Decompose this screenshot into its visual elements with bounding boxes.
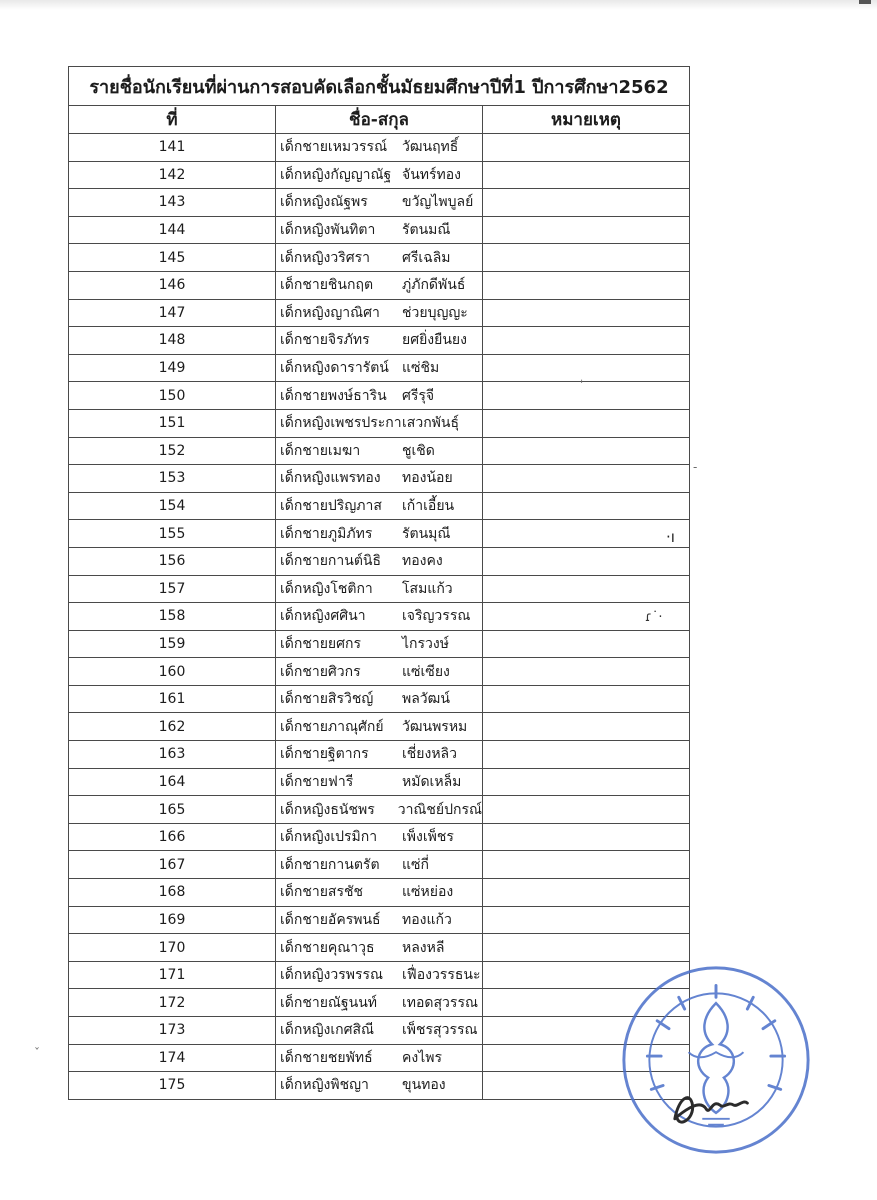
- row-number: 174: [69, 1044, 276, 1072]
- student-first-name: เด็กหญิงพันทิตา: [280, 222, 376, 239]
- student-last-name: ศรีเฉลิม: [402, 249, 451, 266]
- student-last-name: ทองน้อย: [402, 470, 453, 487]
- row-remark: [483, 713, 690, 741]
- column-header-no: ที่: [69, 106, 276, 134]
- student-first-name: เด็กชายจิรภัทร: [280, 332, 370, 349]
- table-row: [69, 713, 690, 741]
- scan-top-shade: [0, 0, 877, 10]
- row-remark: [483, 934, 690, 962]
- student-name: [276, 189, 483, 217]
- student-first-name: เด็กชายกานตรัต: [280, 856, 380, 873]
- student-name: [276, 271, 483, 299]
- column-header-name: ชื่อ-สกุล: [276, 106, 483, 134]
- student-first-name: เด็กชายปริญภาส: [280, 498, 382, 515]
- student-first-name: เด็กชายยศกร: [280, 635, 362, 652]
- student-first-name: เด็กชายเหมวรรณ์: [280, 139, 388, 156]
- student-roster-table: [68, 66, 690, 1100]
- seal-inner-ring: [649, 993, 782, 1126]
- student-first-name: เด็กหญิงธนัชพร: [280, 801, 375, 818]
- student-last-name: เทอดสุวรรณ: [402, 994, 478, 1011]
- student-first-name: เด็กชายอัครพนธ์: [280, 911, 381, 928]
- row-number: 170: [69, 934, 276, 962]
- student-first-name: เด็กหญิงญาณิศา: [280, 304, 380, 321]
- student-last-name: ชูเชิด: [402, 442, 435, 459]
- scan-speck: ˈ: [580, 378, 584, 392]
- table-row: [69, 575, 690, 603]
- student-first-name: เด็กชายเมฆา: [280, 442, 361, 459]
- seal-border-lettering: [647, 986, 784, 1090]
- student-last-name: ขุนทอง: [402, 1077, 446, 1094]
- student-name: [276, 906, 483, 934]
- table-row: [69, 1044, 690, 1072]
- row-number: 153: [69, 465, 276, 493]
- row-remark: [483, 189, 690, 217]
- table-row: [69, 1072, 690, 1100]
- student-name: [276, 492, 483, 520]
- row-number: 144: [69, 216, 276, 244]
- student-last-name: รัตนมณี: [402, 222, 451, 239]
- student-last-name: วัฒนฤทธิ์: [402, 139, 459, 156]
- student-name: [276, 823, 483, 851]
- table-row: [69, 1017, 690, 1045]
- row-number: 173: [69, 1017, 276, 1045]
- student-last-name: โสมแก้ว: [402, 580, 453, 597]
- student-name: [276, 768, 483, 796]
- table-row: [69, 161, 690, 189]
- student-last-name: ศรีรุจี: [402, 387, 435, 404]
- row-remark: [483, 685, 690, 713]
- student-name: [276, 658, 483, 686]
- table-row: [69, 134, 690, 162]
- student-first-name: เด็กชายศิวกร: [280, 663, 361, 680]
- table-row: [69, 244, 690, 272]
- row-number: 142: [69, 161, 276, 189]
- student-last-name: จันทร์ทอง: [402, 166, 461, 183]
- student-name: [276, 879, 483, 907]
- student-name: [276, 299, 483, 327]
- student-name: [276, 327, 483, 355]
- student-last-name: หลงหลี: [402, 939, 445, 956]
- row-remark: [483, 851, 690, 879]
- column-header-row: [69, 106, 690, 134]
- row-number: 171: [69, 961, 276, 989]
- student-name: [276, 244, 483, 272]
- row-remark: [483, 520, 690, 548]
- student-name: [276, 409, 483, 437]
- column-header-remark: หมายเหตุ: [483, 106, 690, 134]
- table-row: [69, 189, 690, 217]
- student-last-name: ทองคง: [402, 553, 443, 570]
- student-first-name: เด็กหญิงณัฐพร: [280, 194, 368, 211]
- row-remark: [483, 382, 690, 410]
- table-row: [69, 382, 690, 410]
- scan-ink-mark: ɾ˙·: [645, 610, 663, 625]
- student-first-name: เด็กหญิงดารารัตน์: [280, 360, 389, 377]
- row-remark: [483, 741, 690, 769]
- row-number: 152: [69, 437, 276, 465]
- student-last-name: ไกรวงษ์: [402, 635, 449, 652]
- student-first-name: เด็กหญิงวรพรรณ: [280, 967, 383, 984]
- row-remark: [483, 354, 690, 382]
- student-last-name: ช่วยบุญญะ: [402, 304, 468, 321]
- row-number: 148: [69, 327, 276, 355]
- student-first-name: เด็กชายสิรวิชญ์: [280, 691, 374, 708]
- table-row: [69, 851, 690, 879]
- table-row: [69, 796, 690, 824]
- student-last-name: เจริญวรรณ: [402, 608, 471, 625]
- row-remark: [483, 906, 690, 934]
- table-row: [69, 823, 690, 851]
- student-last-name: เพ็งเพ็ชร: [402, 829, 454, 846]
- student-name: [276, 216, 483, 244]
- row-remark: [483, 134, 690, 162]
- student-name: [276, 437, 483, 465]
- student-first-name: เด็กชายพงษ์ธาริน: [280, 387, 387, 404]
- row-remark: [483, 244, 690, 272]
- student-first-name: เด็กหญิงโชติกา: [280, 580, 373, 597]
- student-last-name: แซ่ชิม: [402, 360, 440, 377]
- student-name: [276, 1017, 483, 1045]
- table-row: [69, 520, 690, 548]
- table-row: [69, 299, 690, 327]
- student-first-name: เด็กหญิงเปรมิกา: [280, 829, 378, 846]
- student-name: [276, 961, 483, 989]
- table-row: [69, 465, 690, 493]
- student-first-name: เด็กหญิงศศินา: [280, 608, 366, 625]
- row-remark: [483, 547, 690, 575]
- student-name: [276, 934, 483, 962]
- student-name: [276, 685, 483, 713]
- row-remark: [483, 437, 690, 465]
- student-last-name: พลวัฒน์: [402, 691, 450, 708]
- row-number: 172: [69, 989, 276, 1017]
- row-remark: [483, 796, 690, 824]
- row-remark: [483, 327, 690, 355]
- student-first-name: เด็กชายชินกฤต: [280, 277, 374, 294]
- row-number: 158: [69, 603, 276, 631]
- student-last-name: ทองแก้ว: [402, 911, 452, 928]
- table-row: [69, 354, 690, 382]
- table-row: [69, 741, 690, 769]
- row-remark: [483, 658, 690, 686]
- student-name: [276, 520, 483, 548]
- row-number: 162: [69, 713, 276, 741]
- table-row: [69, 685, 690, 713]
- row-number: 164: [69, 768, 276, 796]
- student-name: [276, 630, 483, 658]
- table-row: [69, 603, 690, 631]
- official-seal: [618, 962, 814, 1158]
- row-remark: [483, 823, 690, 851]
- student-name: [276, 796, 483, 824]
- student-name: [276, 851, 483, 879]
- table-row: [69, 906, 690, 934]
- student-name: [276, 465, 483, 493]
- student-name: [276, 741, 483, 769]
- table-row: [69, 409, 690, 437]
- student-name: [276, 1044, 483, 1072]
- table-row: [69, 961, 690, 989]
- table-row: [69, 327, 690, 355]
- row-remark: [483, 768, 690, 796]
- student-first-name: เด็กชายณัฐนนท์: [280, 994, 378, 1011]
- student-last-name: คงไพร: [402, 1049, 442, 1066]
- student-first-name: เด็กชายคุณาวุธ: [280, 939, 375, 956]
- row-number: 151: [69, 409, 276, 437]
- table-row: [69, 934, 690, 962]
- student-name: [276, 1072, 483, 1100]
- student-first-name: เด็กชายชยพัทธ์: [280, 1049, 373, 1066]
- student-last-name: เสวกพันธุ์: [402, 415, 460, 432]
- row-number: 167: [69, 851, 276, 879]
- student-first-name: เด็กชายสรชัช: [280, 884, 363, 901]
- student-last-name: แซ่เซียง: [402, 663, 450, 680]
- table-row: [69, 768, 690, 796]
- student-name: [276, 713, 483, 741]
- document-title: รายชื่อนักเรียนที่ผ่านการสอบคัดเลือกชั้นมัธยมศึกษาปีที่1 ปีการศึกษา2562: [69, 67, 690, 106]
- student-last-name: หมัดเหล็ม: [402, 773, 462, 790]
- row-number: 160: [69, 658, 276, 686]
- student-first-name: เด็กชายฟารี: [280, 773, 354, 790]
- row-remark: [483, 409, 690, 437]
- student-last-name: วาณิชย์ปกรณ์: [397, 801, 482, 818]
- table-row: [69, 630, 690, 658]
- student-name: [276, 603, 483, 631]
- student-first-name: เด็กชายภาณุศักย์: [280, 718, 384, 735]
- student-last-name: แซ่กี่: [402, 856, 430, 873]
- row-number: 154: [69, 492, 276, 520]
- student-name: [276, 989, 483, 1017]
- student-name: [276, 161, 483, 189]
- row-number: 147: [69, 299, 276, 327]
- table-row: [69, 437, 690, 465]
- table-row: [69, 879, 690, 907]
- student-first-name: เด็กหญิงแพรทอง: [280, 470, 381, 487]
- student-last-name: เฟื่องวรรธนะ: [402, 967, 481, 984]
- student-last-name: ขวัญไพบูลย์: [402, 194, 474, 211]
- student-first-name: เด็กชายฐิตากร: [280, 746, 369, 763]
- student-first-name: เด็กหญิงวริศรา: [280, 249, 370, 266]
- scan-speck: ˇ: [34, 1046, 40, 1060]
- student-name: [276, 134, 483, 162]
- row-number: 157: [69, 575, 276, 603]
- row-number: 159: [69, 630, 276, 658]
- table-row: [69, 989, 690, 1017]
- table-row: [69, 216, 690, 244]
- row-number: 146: [69, 271, 276, 299]
- row-remark: [483, 216, 690, 244]
- row-remark: [483, 492, 690, 520]
- row-number: 161: [69, 685, 276, 713]
- student-last-name: ยศยิ่งยืนยง: [402, 332, 467, 349]
- student-first-name: เด็กหญิงเกศสิณี: [280, 1022, 375, 1039]
- table-row: [69, 492, 690, 520]
- student-name: [276, 354, 483, 382]
- student-name: [276, 382, 483, 410]
- row-number: 141: [69, 134, 276, 162]
- row-number: 166: [69, 823, 276, 851]
- student-last-name: ภู่ภักดีพันธ์: [402, 277, 466, 294]
- row-remark: [483, 630, 690, 658]
- row-number: 145: [69, 244, 276, 272]
- row-number: 175: [69, 1072, 276, 1100]
- student-last-name: วัฒนพรหม: [402, 718, 468, 735]
- scan-speck: -: [693, 460, 698, 474]
- row-remark: [483, 879, 690, 907]
- student-last-name: เพ็ชรสุวรรณ: [402, 1022, 478, 1039]
- row-remark: [483, 161, 690, 189]
- seal-emblem-base: [702, 1119, 729, 1125]
- row-number: 168: [69, 879, 276, 907]
- table-row: [69, 271, 690, 299]
- row-number: 156: [69, 547, 276, 575]
- scan-corner-mark: [859, 0, 871, 4]
- seal-emblem-wings: [689, 1052, 744, 1057]
- roster-body: [69, 134, 690, 1100]
- row-number: 165: [69, 796, 276, 824]
- table-row: [69, 547, 690, 575]
- row-remark: [483, 299, 690, 327]
- row-number: 169: [69, 906, 276, 934]
- student-last-name: รัตนมุณี: [402, 525, 451, 542]
- row-number: 155: [69, 520, 276, 548]
- scan-ink-mark: ·ı: [666, 528, 675, 546]
- row-number: 150: [69, 382, 276, 410]
- student-name: [276, 575, 483, 603]
- student-first-name: เด็กชายภูมิภัทร: [280, 525, 373, 542]
- row-remark: [483, 575, 690, 603]
- student-name: [276, 547, 483, 575]
- student-first-name: เด็กหญิงกัญญาณัฐ: [280, 166, 392, 183]
- student-last-name: เก้าเอี้ยน: [402, 498, 455, 515]
- row-number: 143: [69, 189, 276, 217]
- student-first-name: เด็กชายกานต์นิธิ: [280, 553, 382, 570]
- student-last-name: แซ่หย่อง: [402, 884, 454, 901]
- row-remark: [483, 465, 690, 493]
- student-first-name: เด็กหญิงเพชรประกา: [280, 415, 402, 432]
- row-number: 149: [69, 354, 276, 382]
- table-row: [69, 658, 690, 686]
- row-remark: [483, 271, 690, 299]
- student-first-name: เด็กหญิงพิชญา: [280, 1077, 369, 1094]
- row-number: 163: [69, 741, 276, 769]
- student-last-name: เชี่ยงหลิว: [402, 746, 457, 763]
